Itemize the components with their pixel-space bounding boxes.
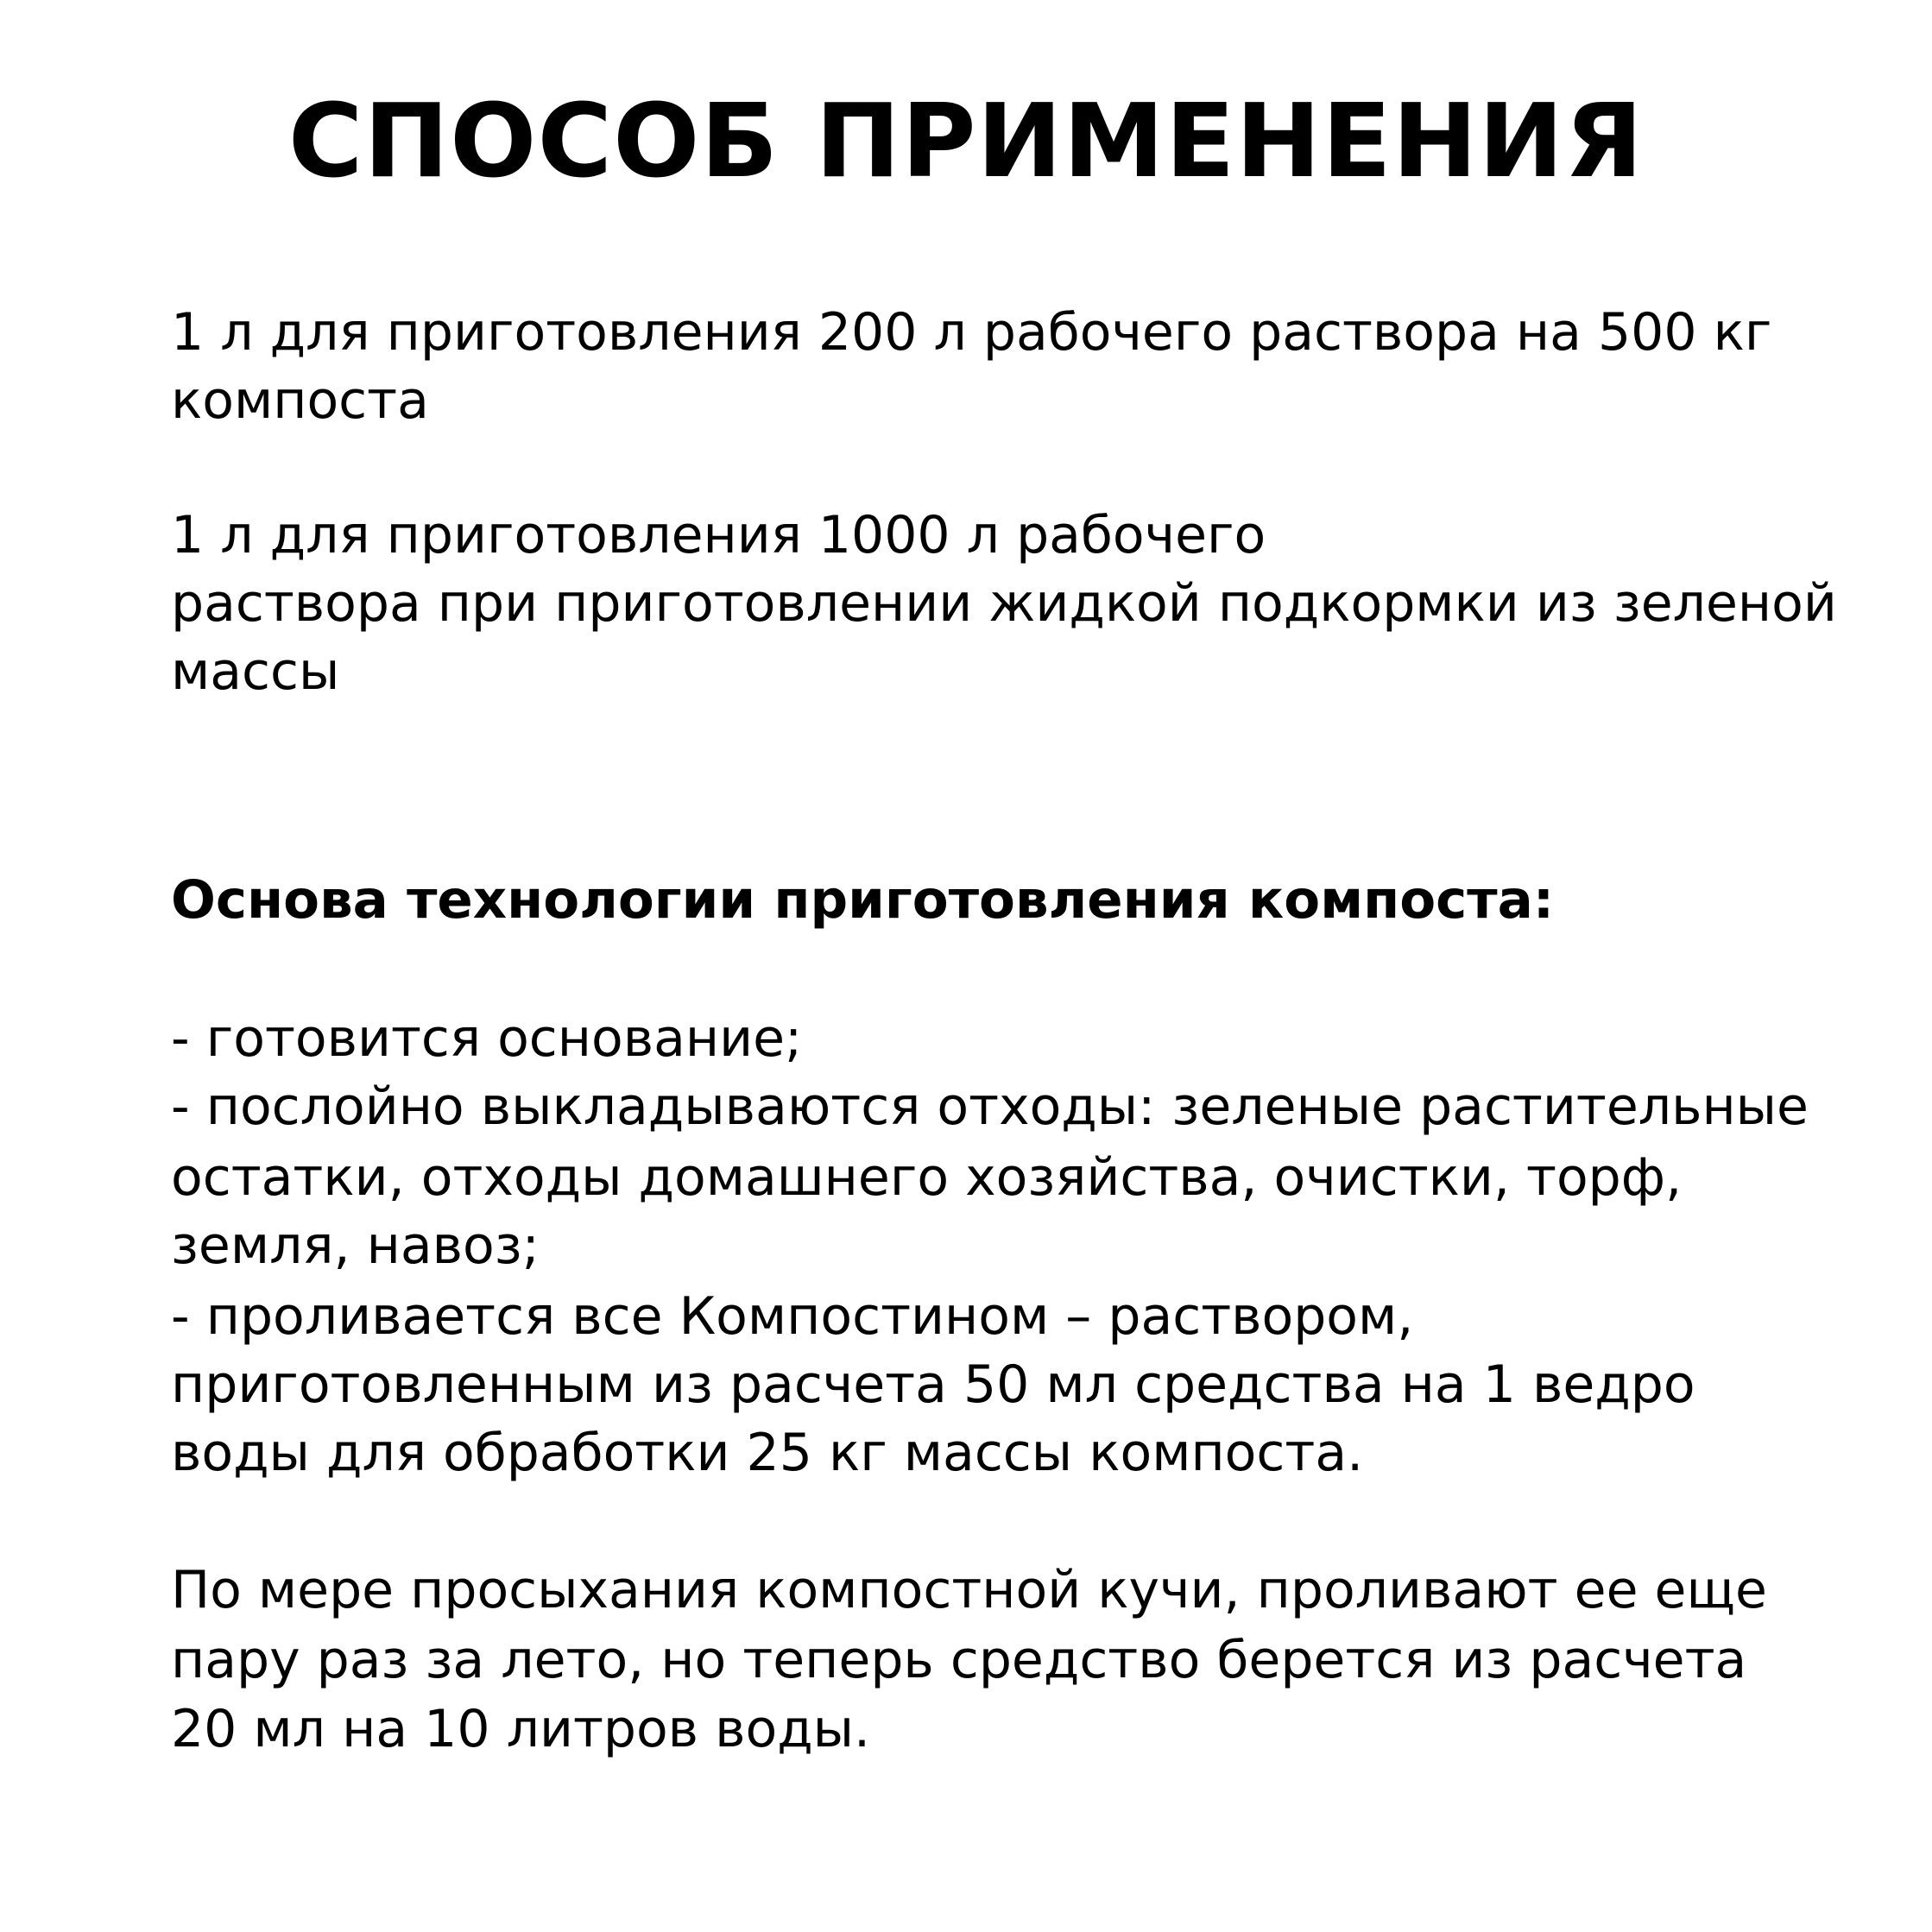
text-line: 1 л для приготовления 1000 л рабочего — [171, 505, 1266, 565]
step-line: - готовится основание; — [171, 1008, 803, 1069]
step-line: приготовленным из расчета 50 мл средства на 1 ведро — [171, 1354, 1695, 1415]
text-line: раствора при приготовлении жидкой подкормки из зеленой — [171, 573, 1837, 634]
step-line: - послойно выкладываются отходы: зеленые растительные — [171, 1076, 1809, 1137]
page-title: СПОСОБ ПРИМЕНЕНИЯ — [287, 81, 1645, 200]
step-line: остатки, отходы домашнего хозяйства, очистки, торф, — [171, 1147, 1683, 1208]
step-line: воды для обработки 25 кг массы компоста. — [171, 1423, 1364, 1483]
text-line: компоста — [171, 370, 429, 431]
text-line: 1 л для приготовления 200 л рабочего раствора на 500 кг — [171, 302, 1772, 363]
step-line: - проливается все Компостином – раствором, — [171, 1286, 1414, 1347]
step-line: земля, навоз; — [171, 1215, 540, 1276]
text-line: массы — [171, 641, 340, 702]
note-line: 20 мл на 10 литров воды. — [171, 1699, 871, 1759]
technology-heading: Основа технологии приготовления компоста: — [171, 869, 1555, 931]
note-line: пару раз за лето, но теперь средство берется из расчета — [171, 1630, 1747, 1690]
note-line: По мере просыхания компостной кучи, проливают ее еще — [171, 1560, 1767, 1620]
